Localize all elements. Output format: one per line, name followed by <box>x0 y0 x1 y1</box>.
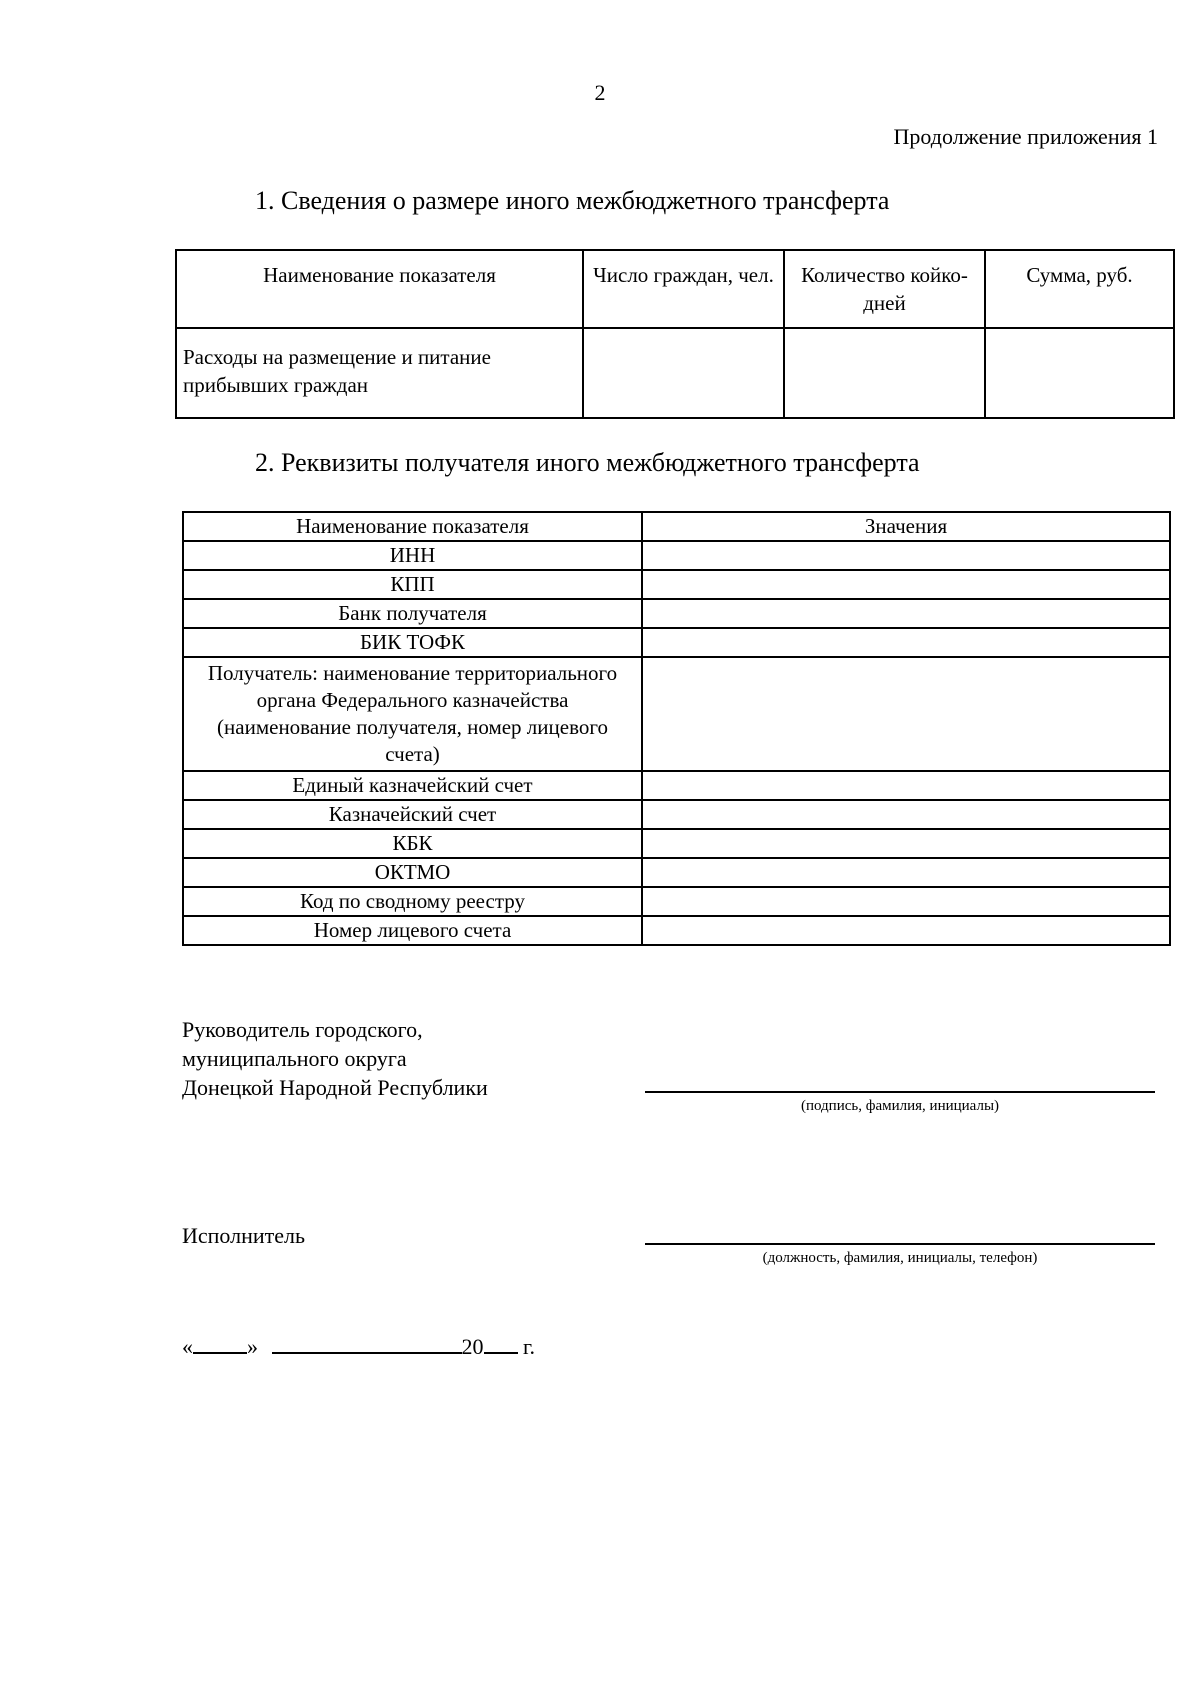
row-label: Получатель: наименование территориального органа Федерального казначейства (наименование получателя, номер лицевого счета) <box>183 657 642 771</box>
value-cell[interactable] <box>642 628 1170 657</box>
section2-title: 2. Реквизиты получателя иного межбюджетного трансферта <box>255 448 920 477</box>
row-label: ОКТМО <box>183 858 642 887</box>
value-cell[interactable] <box>642 916 1170 945</box>
table-row <box>183 858 1170 887</box>
table-row <box>183 887 1170 916</box>
value-cell[interactable] <box>642 570 1170 599</box>
table-row <box>183 570 1170 599</box>
column-header: Наименование показателя <box>183 512 642 541</box>
head-signature-caption: (подпись, фамилия, инициалы) <box>800 1098 1000 1114</box>
row-label: ИНН <box>183 541 642 570</box>
table-row <box>176 328 1174 418</box>
citizens-count-cell[interactable] <box>583 328 784 418</box>
row-label: КБК <box>183 829 642 858</box>
value-cell[interactable] <box>642 541 1170 570</box>
column-header: Сумма, руб. <box>985 250 1174 328</box>
transfer-amount-table <box>175 249 1175 419</box>
row-label: Единый казначейский счет <box>183 771 642 800</box>
executor-signature-caption: (должность, фамилия, инициалы, телефон) <box>762 1250 1038 1266</box>
value-cell[interactable] <box>642 800 1170 829</box>
row-label: Код по сводному реестру <box>183 887 642 916</box>
table-row <box>183 541 1170 570</box>
column-header: Значения <box>642 512 1170 541</box>
head-title-line: Руководитель городского, <box>182 1017 423 1042</box>
head-title-line: Донецкой Народной Республики <box>182 1075 488 1100</box>
bed-days-cell[interactable] <box>784 328 985 418</box>
table-row <box>183 628 1170 657</box>
day-blank[interactable] <box>193 1332 247 1354</box>
value-cell[interactable] <box>642 829 1170 858</box>
row-label: Номер лицевого счета <box>183 916 642 945</box>
recipient-details-table <box>182 511 1171 946</box>
executor-label: Исполнитель <box>182 1223 306 1248</box>
column-header: Наименование показателя <box>176 250 583 328</box>
value-cell[interactable] <box>642 887 1170 916</box>
value-cell[interactable] <box>642 657 1170 771</box>
month-blank[interactable] <box>272 1332 462 1354</box>
row-label: КПП <box>183 570 642 599</box>
head-title-line: муниципального округа <box>182 1046 407 1071</box>
row-label: БИК ТОФК <box>183 628 642 657</box>
row-label: Казначейский счет <box>183 800 642 829</box>
value-cell[interactable] <box>642 599 1170 628</box>
date-line <box>182 1332 535 1360</box>
head-signature-line[interactable] <box>645 1091 1155 1093</box>
value-cell[interactable] <box>642 771 1170 800</box>
row-label: Банк получателя <box>183 599 642 628</box>
table-row <box>183 771 1170 800</box>
year-suffix: г. <box>523 1334 536 1359</box>
close-quote: » <box>247 1334 258 1359</box>
head-signatory-title <box>182 1015 488 1102</box>
year-blank[interactable] <box>484 1332 518 1354</box>
value-cell[interactable] <box>642 858 1170 887</box>
table-header-row <box>183 512 1170 541</box>
table-row <box>183 916 1170 945</box>
table-header-row <box>176 250 1174 328</box>
table-row <box>183 800 1170 829</box>
column-header: Число граждан, чел. <box>583 250 784 328</box>
year-prefix: 20 <box>461 1334 484 1359</box>
table-row <box>183 599 1170 628</box>
section1-title: 1. Сведения о размере иного межбюджетного трансферта <box>255 186 890 215</box>
column-header: Количество койко-дней <box>784 250 985 328</box>
executor-signature-line[interactable] <box>645 1243 1155 1245</box>
page-number: 2 <box>594 80 606 105</box>
appendix-continuation-label: Продолжение приложения 1 <box>893 124 1158 149</box>
table-row <box>183 657 1170 771</box>
indicator-name-cell: Расходы на размещение и питание прибывших граждан <box>176 328 583 418</box>
table-row <box>183 829 1170 858</box>
open-quote: « <box>182 1334 193 1359</box>
amount-cell[interactable] <box>985 328 1174 418</box>
